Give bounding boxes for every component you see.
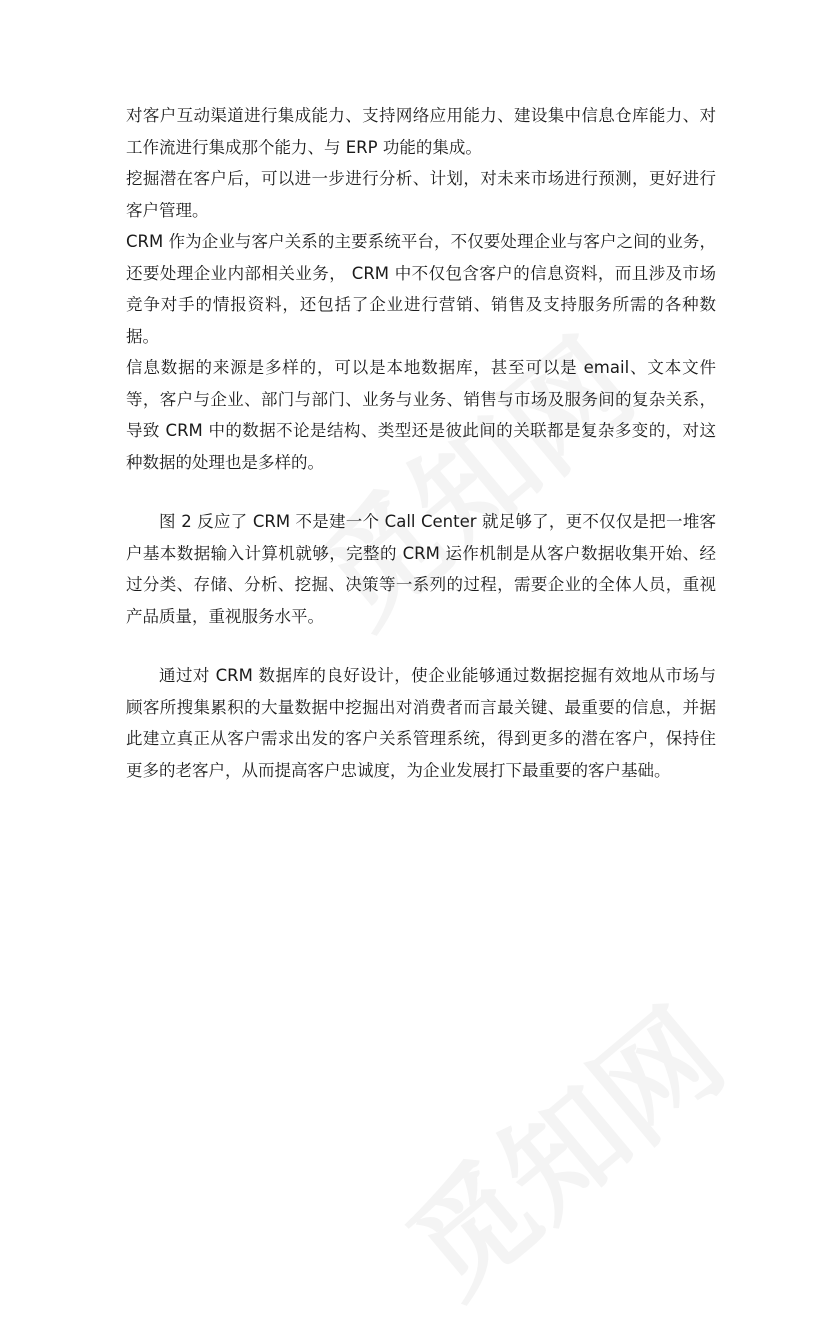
paragraph-gap bbox=[126, 478, 716, 506]
document-body bbox=[126, 100, 716, 786]
watermark-lower bbox=[367, 964, 753, 1327]
paragraph-mining: 挖掘潜在客户后，可以进一步进行分析、计划，对未来市场进行预测，更好进行客户管理。 bbox=[126, 169, 716, 220]
paragraph-gap bbox=[126, 632, 716, 660]
paragraph-data-sources: 信息数据的来源是多样的，可以是本地数据库，甚至可以是 email、文本文件等，客户与企业、部门与部门、业务与业务、销售与市场及服务间的复杂关系，导致 CRM 中的数据不论是结构、类型还是彼此间的关联都是复杂多变的，对这种数据的处理也是多样的。 bbox=[126, 358, 716, 472]
paragraph-figure-2: 图 2 反应了 CRM 不是建一个 Call Center 就足够了，更不仅仅是把一堆客户基本数据输入计算机就够，完整的 CRM 运作机制是从客户数据收集开始、经过分类、存储、分析、挖掘、决策等一系列的过程，需要企业的全体人员，重视产品质量，重视服务水平。 bbox=[126, 512, 716, 626]
paragraph-crm-platform: CRM 作为企业与客户关系的主要系统平台，不仅要处理企业与客户之间的业务，还要处理企业内部相关业务， CRM 中不仅包含客户的信息资料，而且涉及市场竞争对手的情报资料，还包括了企业进行营销、销售及支持服务所需的各种数据。 bbox=[126, 232, 716, 346]
paragraph-integration: 对客户互动渠道进行集成能力、支持网络应用能力、建设集中信息仓库能力、对工作流进行集成那个能力、与 ERP 功能的集成。 bbox=[126, 106, 716, 157]
paragraph-database-design: 通过对 CRM 数据库的良好设计，使企业能够通过数据挖掘有效地从市场与顾客所搜集累积的大量数据中挖掘出对消费者而言最关键、最重要的信息，并据此建立真正从客户需求出发的客户关系管理系统，得到更多的潜在客户，保持住更多的老客户，从而提高客户忠诚度，为企业发展打下最重要的客户基础。 bbox=[126, 666, 716, 780]
